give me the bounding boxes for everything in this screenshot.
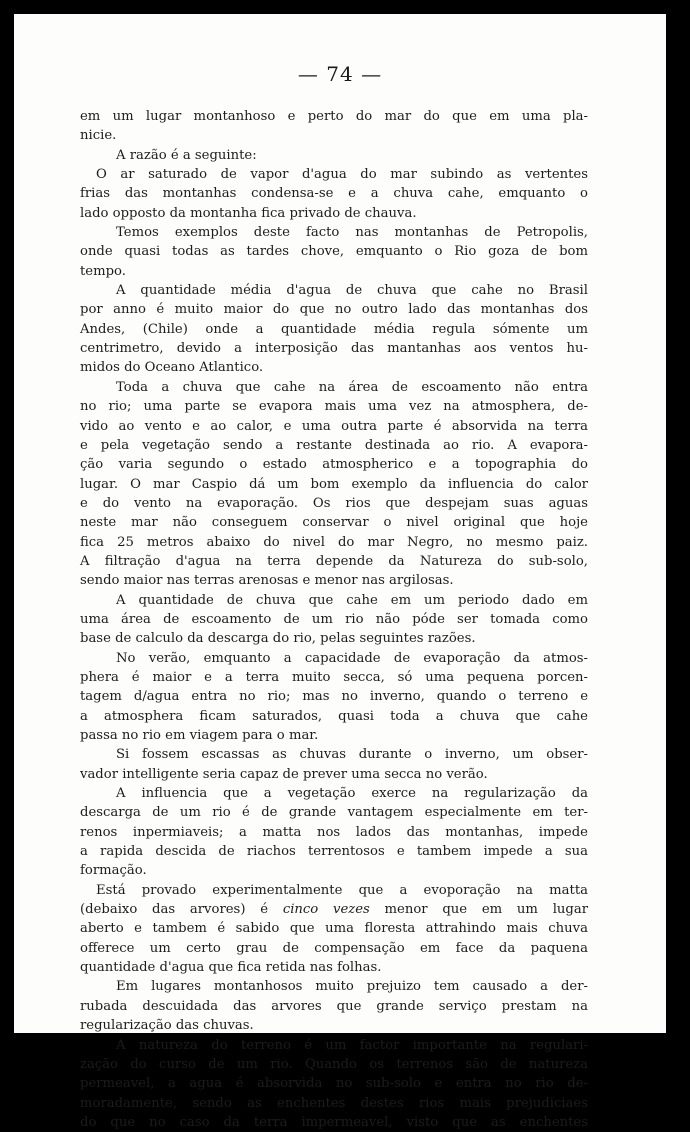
text-line: passa no rio em viagem para o mar. [80,728,319,743]
text-line: Toda a chuva que cahe na área de escoamento não entra [116,379,588,395]
text-line: (debaixo das arvores) é cinco vezes menor que em um lugar [80,902,589,918]
text-line: por anno é muito maior do que no outro lado das montanhas dos [80,302,588,318]
text-line: Está provado experimentalmente que a evoporação na matta [96,882,588,898]
text-line: renos inpermiaveis; a matta nos lados das montanhas, impede [80,824,588,840]
text-line: midos do Oceano Atlantico. [80,360,264,376]
text-line: zação do curso de um rio. Quando os terrenos são de natureza [80,1056,588,1072]
text-line: A razão é a seguinte: [116,147,257,163]
text-line: Em lugares montanhosos muito prejuizo tem causado a der- [116,979,588,995]
text-line: formação. [80,863,147,879]
text-line: O ar saturado de vapor d'agua do mar subindo as vertentes [96,167,588,183]
text-line: a rapida descida de riachos terrentosos e tambem impede a sua [80,844,588,860]
text-line: a atmosphera ficam saturados, quasi toda a chuva que cahe [80,708,588,724]
text-line: A filtração d'agua na terra depende da Natureza do sub-solo, [80,553,588,569]
text-line: phera é maior e a terra muito secca, só uma pequena porcen- [80,669,588,685]
text-line: A quantidade de chuva que cahe em um periodo dado em [116,592,588,608]
text-line: do que no caso da terra impermeavel, visto que as enchentes [80,1114,588,1130]
text-line: em um lugar montanhoso e perto do mar do que em uma pla- [80,109,588,124]
text-line: onde quasi todas as tardes chove, emquanto o Rio goza de bom [80,244,588,260]
text-line: centrimetro, devido a interposição das mantanhas aos ventos hu- [80,341,588,357]
page-number: — 74 — [297,62,383,86]
text-line: frias das montanhas condensa-se e a chuva cahe, emquanto o [80,186,588,202]
emphasis: cinco vezes [282,902,370,918]
text-line: A natureza do terreno é um factor importante na regulari- [116,1037,588,1053]
text-line: lado opposto da montanha fica privado de chauva. [80,205,417,221]
text-line: permeavel, a agua é absorvida no sub-solo e entra no rio de- [80,1076,588,1092]
text-line: sendo maior nas terras arenosas e menor nas argilosas. [80,573,454,589]
text-line: tempo. [80,263,126,279]
text-line: Andes, (Chile) onde a quantidade média regula sómente um [80,321,588,337]
text-line: base de calculo da descarga do rio, pelas seguintes razões. [80,631,476,647]
text-line: No verão, emquanto a capacidade de evaporação da atmos- [116,650,588,666]
text-line: regularização das chuvas. [80,1018,254,1034]
text-line: Temos exemplos deste facto nas montanhas de Petropolis, [116,225,588,241]
text-line: offerece um certo grau de compensação em face da paquena [80,940,588,956]
text-line: moradamente, sendo as enchentes destes rios mais prejudiciaes [80,1095,588,1111]
body-text [80,107,588,1132]
text-line: descarga de um rio é de grande vantagem especialmente em ter- [80,805,588,821]
text-line: vador intelligente seria capaz de prever uma secca no verão. [80,766,488,782]
text-line: neste mar não conseguem conservar o nivel original que hoje [80,515,588,531]
book-page [14,14,666,1130]
text-line: Si fossem escassas as chuvas durante o inverno, um obser- [116,747,588,763]
text-line: tagem d/agua entra no rio; mas no inverno, quando o terreno e [80,689,588,705]
text-line: e pela vegetação sendo a restante destinada ao rio. A evapora- [80,437,588,453]
text-line: A quantidade média d'agua de chuva que cahe no Brasil [116,283,588,299]
text-line: vido ao vento e ao calor, e uma outra parte é absorvida na terra [80,418,588,434]
text-line: lugar. O mar Caspio dá um bom exemplo da influencia do calor [80,476,588,492]
text-line: aberto e tambem é sabido que uma floresta attrahindo mais chuva [80,921,588,937]
text-line: fica 25 metros abaixo do nivel do mar Negro, no mesmo paiz. [80,534,588,550]
text-line: e do vento na evaporação. Os rios que despejam suas aguas [80,495,588,511]
text-line: rubada descuidada das arvores que grande serviço prestam na [80,998,588,1014]
text-line: no rio; uma parte se evapora mais uma vez na atmosphera, de- [80,399,588,415]
text-line: A influencia que a vegetação exerce na regularização da [116,786,588,802]
text-line: nicie. [80,128,117,144]
text-line: quantidade d'agua que fica retida nas folhas. [80,960,382,976]
text-line: ção varia segundo o estado atmospherico e a topographia do [80,457,588,473]
text-line: uma área de escoamento de um rio não póde ser tomada como [80,611,588,627]
